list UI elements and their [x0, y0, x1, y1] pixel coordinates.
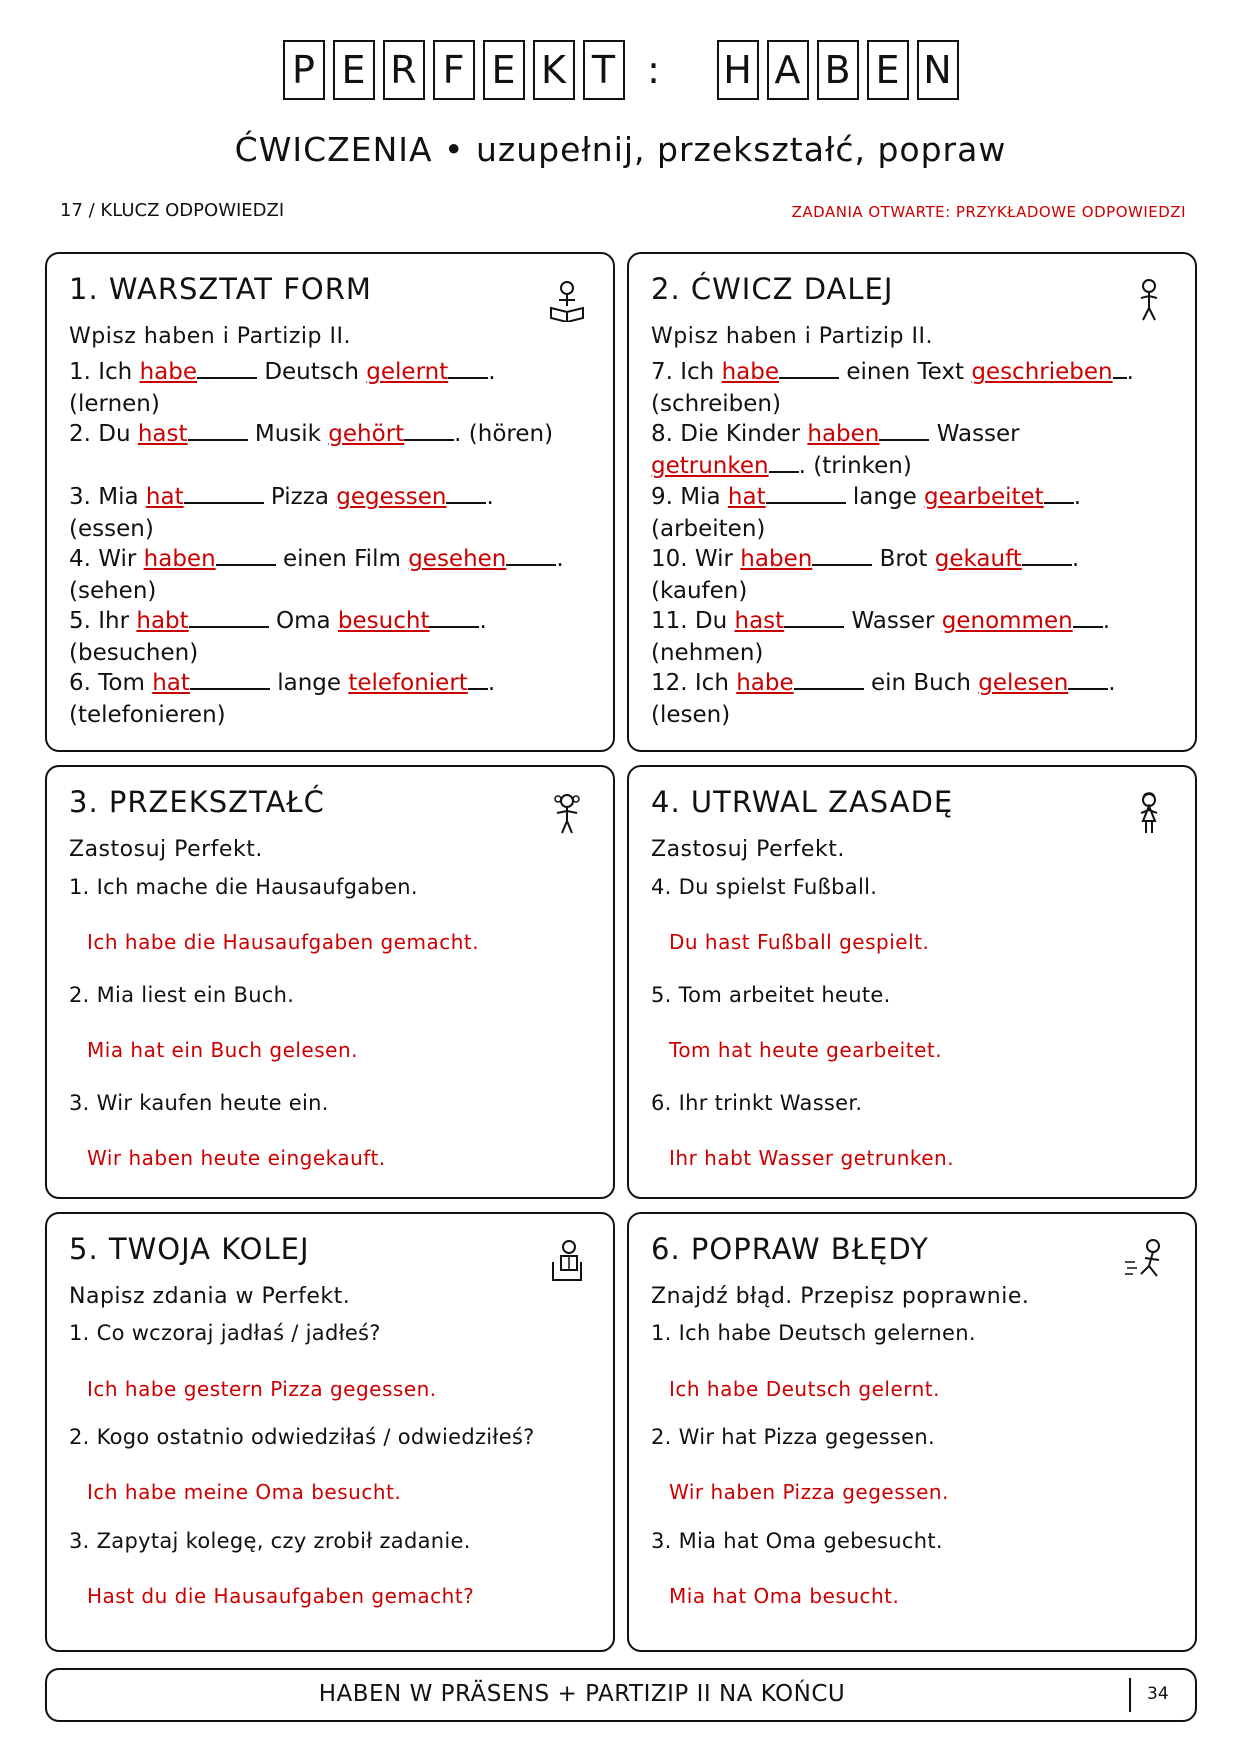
title-letter: T: [583, 40, 625, 100]
title-letter: K: [533, 40, 575, 100]
question: 3. Wir kaufen heute ein.: [69, 1091, 329, 1115]
title-spacer: [683, 40, 709, 100]
verb-hint: (essen): [69, 516, 154, 542]
fill-item: 10. Wir haben Brot gekauft .: [651, 546, 1080, 572]
footer-rule: HABEN W PRÄSENS + PARTIZIP II NA KOŃCU: [318, 1681, 846, 1707]
verb-hint: (telefonieren): [69, 702, 226, 728]
student-reading-icon: [547, 278, 587, 322]
verb-hint: (nehmen): [651, 640, 764, 666]
footer-bar: [45, 1668, 1197, 1722]
exercise-instruction: Napisz zdania w Perfekt.: [69, 1284, 351, 1309]
exercise-box-4: [627, 765, 1197, 1199]
fill-item: 2. Du hast Musik gehört . (hören): [69, 421, 554, 447]
exercise-title: 1. WARSZTAT FORM: [69, 272, 372, 306]
answer: Mia hat Oma besucht.: [669, 1584, 900, 1608]
girl-standing-icon: [1129, 791, 1169, 835]
verb-hint: (lernen): [69, 391, 160, 417]
running-figure-icon: [1121, 1238, 1169, 1282]
question: 1. Ich mache die Hausaufgaben.: [69, 875, 418, 899]
exercise-instruction: Wpisz haben i Partizip II.: [69, 324, 351, 349]
question: 2. Kogo ostatnio odwiedziłaś / odwiedziłeś?: [69, 1425, 535, 1449]
answer: Wir haben Pizza gegessen.: [669, 1480, 949, 1504]
question: 1. Co wczoraj jadłaś / jadłeś?: [69, 1321, 381, 1345]
question: 6. Ihr trinkt Wasser.: [651, 1091, 863, 1115]
exercise-title: 6. POPRAW BŁĘDY: [651, 1232, 929, 1266]
title-letter: R: [383, 40, 425, 100]
title-colon: :: [647, 48, 660, 92]
page-number: 34: [1147, 1684, 1169, 1704]
verb-hint: (arbeiten): [651, 516, 766, 542]
footer-divider: [1129, 1678, 1131, 1712]
title-letter: H: [717, 40, 759, 100]
title-letter: N: [917, 40, 959, 100]
answer: Ihr habt Wasser getrunken.: [669, 1146, 955, 1170]
answer: Ich habe gestern Pizza gegessen.: [87, 1377, 437, 1401]
verb-hint: (sehen): [69, 578, 157, 604]
fill-item: 8. Die Kinder haben Wasser: [651, 421, 1020, 447]
title-letter: E: [333, 40, 375, 100]
exercise-box-3: [45, 765, 615, 1199]
title-letter: A: [767, 40, 809, 100]
fill-item: 12. Ich habe ein Buch gelesen .: [651, 670, 1116, 696]
verb-hint: (besuchen): [69, 640, 199, 666]
question: 4. Du spielst Fußball.: [651, 875, 878, 899]
answer: Ich habe meine Oma besucht.: [87, 1480, 402, 1504]
person-reading-chair-icon: [547, 1238, 587, 1282]
stick-figure-icon: [1129, 278, 1169, 322]
title-letter: B: [817, 40, 859, 100]
open-tasks-note: ZADANIA OTWARTE: PRZYKŁADOWE ODPOWIEDZI: [791, 203, 1186, 221]
fill-item: 4. Wir haben einen Film gesehen .: [69, 546, 564, 572]
verb-hint: (lesen): [651, 702, 731, 728]
exercise-instruction: Zastosuj Perfekt.: [69, 837, 263, 862]
girl-icon: [547, 791, 587, 835]
question: 3. Zapytaj kolegę, czy zrobił zadanie.: [69, 1529, 471, 1553]
exercise-box-2: [627, 252, 1197, 752]
fill-item: 9. Mia hat lange gearbeitet .: [651, 484, 1081, 510]
exercise-title: 2. ĆWICZ DALEJ: [651, 272, 894, 306]
verb-hint: (kaufen): [651, 578, 748, 604]
exercise-instruction: Wpisz haben i Partizip II.: [651, 324, 933, 349]
answer-key-label: 17 / KLUCZ ODPOWIEDZI: [60, 200, 285, 221]
question: 1. Ich habe Deutsch gelernen.: [651, 1321, 976, 1345]
verb-hint: (schreiben): [651, 391, 781, 417]
page-title: [0, 40, 1241, 100]
fill-item: 3. Mia hat Pizza gegessen .: [69, 484, 494, 510]
exercise-instruction: Zastosuj Perfekt.: [651, 837, 845, 862]
exercise-box-6: [627, 1212, 1197, 1652]
answer: Mia hat ein Buch gelesen.: [87, 1038, 358, 1062]
answer: Wir haben heute eingekauft.: [87, 1146, 386, 1170]
fill-item: 5. Ihr habt Oma besucht .: [69, 608, 487, 634]
question: 5. Tom arbeitet heute.: [651, 983, 891, 1007]
answer: Ich habe Deutsch gelernt.: [669, 1377, 940, 1401]
title-letter: F: [433, 40, 475, 100]
exercise-title: 3. PRZEKSZTAŁĆ: [69, 785, 325, 819]
answer: Hast du die Hausaufgaben gemacht?: [87, 1584, 475, 1608]
exercise-title: 5. TWOJA KOLEJ: [69, 1232, 310, 1266]
exercise-title: 4. UTRWAL ZASADĘ: [651, 785, 954, 819]
fill-item: 11. Du hast Wasser genommen .: [651, 608, 1110, 634]
question: 2. Mia liest ein Buch.: [69, 983, 295, 1007]
exercise-box-1: [45, 252, 615, 752]
page-subtitle: ĆWICZENIA • uzupełnij, przekształć, popraw: [234, 130, 1007, 169]
exercise-box-5: [45, 1212, 615, 1652]
fill-item: getrunken . (trinken): [651, 453, 912, 479]
answer: Ich habe die Hausaufgaben gemacht.: [87, 930, 480, 954]
fill-item: 6. Tom hat lange telefoniert .: [69, 670, 496, 696]
fill-item: 7. Ich habe einen Text geschrieben .: [651, 359, 1134, 385]
question: 3. Mia hat Oma gebesucht.: [651, 1529, 943, 1553]
title-letter: E: [483, 40, 525, 100]
exercise-instruction: Znajdź błąd. Przepisz poprawnie.: [651, 1284, 1030, 1309]
fill-item: 1. Ich habe Deutsch gelernt .: [69, 359, 496, 385]
question: 2. Wir hat Pizza gegessen.: [651, 1425, 935, 1449]
title-letter: E: [867, 40, 909, 100]
title-letter: P: [283, 40, 325, 100]
answer: Du hast Fußball gespielt.: [669, 930, 930, 954]
answer: Tom hat heute gearbeitet.: [669, 1038, 943, 1062]
